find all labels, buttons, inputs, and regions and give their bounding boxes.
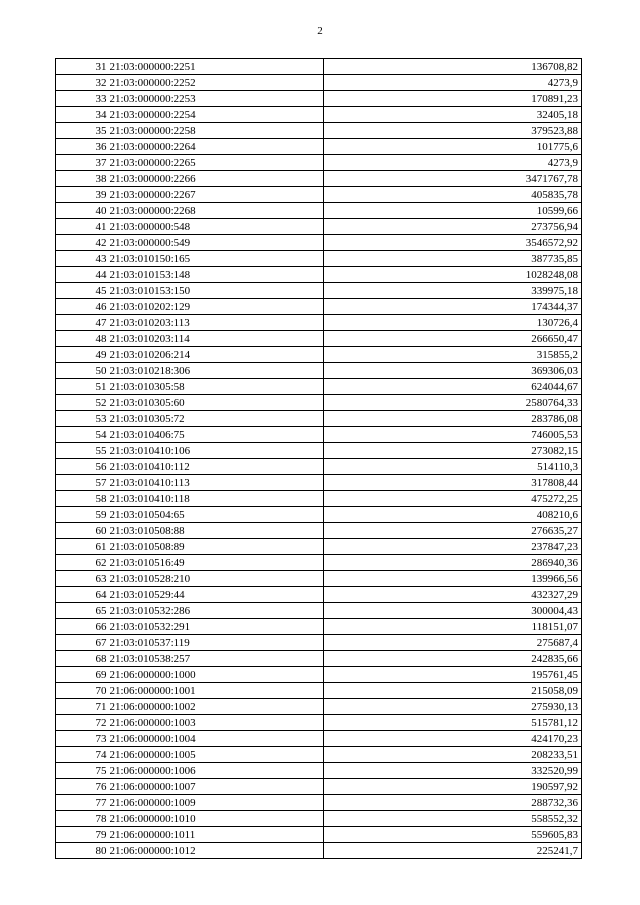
table-row: [56, 763, 582, 779]
table-row: [56, 91, 582, 107]
table-row: [56, 603, 582, 619]
table-row: [56, 667, 582, 683]
cadastral-number: 21:06:000000:1009: [108, 795, 324, 811]
table-row: [56, 843, 582, 859]
table-row: [56, 155, 582, 171]
cadastral-value: 746005,53: [324, 427, 582, 443]
table-row: [56, 283, 582, 299]
cadastral-value: 174344,37: [324, 299, 582, 315]
row-number: 60: [56, 523, 108, 539]
cadastral-value: 339975,18: [324, 283, 582, 299]
table-row: [56, 587, 582, 603]
table-row: [56, 75, 582, 91]
row-number: 47: [56, 315, 108, 331]
cadastral-number: 21:06:000000:1001: [108, 683, 324, 699]
cadastral-number: 21:03:010153:150: [108, 283, 324, 299]
row-number: 32: [56, 75, 108, 91]
table-row: [56, 555, 582, 571]
row-number: 76: [56, 779, 108, 795]
cadastral-value: 10599,66: [324, 203, 582, 219]
cadastral-value: 225241,7: [324, 843, 582, 859]
row-number: 34: [56, 107, 108, 123]
cadastral-value: 405835,78: [324, 187, 582, 203]
row-number: 59: [56, 507, 108, 523]
table-row: [56, 443, 582, 459]
row-number: 71: [56, 699, 108, 715]
cadastral-number: 21:03:000000:2265: [108, 155, 324, 171]
table-row: [56, 139, 582, 155]
cadastral-number: 21:03:000000:2264: [108, 139, 324, 155]
cadastral-number: 21:03:000000:2258: [108, 123, 324, 139]
cadastral-number: 21:03:000000:2254: [108, 107, 324, 123]
table-row: [56, 811, 582, 827]
table-row: [56, 203, 582, 219]
row-number: 75: [56, 763, 108, 779]
cadastral-value: 215058,09: [324, 683, 582, 699]
cadastral-number: 21:03:010410:113: [108, 475, 324, 491]
cadastral-number: 21:03:010305:60: [108, 395, 324, 411]
table-row: [56, 635, 582, 651]
row-number: 52: [56, 395, 108, 411]
cadastral-number: 21:03:000000:549: [108, 235, 324, 251]
table-row: [56, 427, 582, 443]
table-row: [56, 107, 582, 123]
row-number: 67: [56, 635, 108, 651]
row-number: 69: [56, 667, 108, 683]
cadastral-number: 21:03:010504:65: [108, 507, 324, 523]
cadastral-value: 332520,99: [324, 763, 582, 779]
cadastral-value: 300004,43: [324, 603, 582, 619]
cadastral-number: 21:03:010410:112: [108, 459, 324, 475]
table-body: [56, 59, 582, 859]
cadastral-value: 273082,15: [324, 443, 582, 459]
cadastral-value: 424170,23: [324, 731, 582, 747]
table-row: [56, 491, 582, 507]
cadastral-value: 283786,08: [324, 411, 582, 427]
cadastral-value: 514110,3: [324, 459, 582, 475]
table-row: [56, 171, 582, 187]
row-number: 63: [56, 571, 108, 587]
table-row: [56, 683, 582, 699]
cadastral-number: 21:03:010529:44: [108, 587, 324, 603]
cadastral-value: 475272,25: [324, 491, 582, 507]
cadastral-number: 21:03:010305:72: [108, 411, 324, 427]
table-row: [56, 523, 582, 539]
page-number: 2: [317, 25, 323, 37]
row-number: 61: [56, 539, 108, 555]
row-number: 73: [56, 731, 108, 747]
row-number: 51: [56, 379, 108, 395]
table-row: [56, 507, 582, 523]
row-number: 35: [56, 123, 108, 139]
cadastral-value: 273756,94: [324, 219, 582, 235]
table-row: [56, 219, 582, 235]
cadastral-number: 21:03:000000:2253: [108, 91, 324, 107]
cadastral-value: 242835,66: [324, 651, 582, 667]
cadastral-number: 21:06:000000:1011: [108, 827, 324, 843]
row-number: 65: [56, 603, 108, 619]
cadastral-value: 317808,44: [324, 475, 582, 491]
cadastral-value: 118151,07: [324, 619, 582, 635]
row-number: 64: [56, 587, 108, 603]
cadastral-value: 139966,56: [324, 571, 582, 587]
row-number: 62: [56, 555, 108, 571]
table-row: [56, 379, 582, 395]
cadastral-number: 21:03:010406:75: [108, 427, 324, 443]
cadastral-number: 21:06:000000:1007: [108, 779, 324, 795]
row-number: 31: [56, 59, 108, 75]
table-row: [56, 235, 582, 251]
table-row: [56, 459, 582, 475]
cadastral-number: 21:03:000000:2268: [108, 203, 324, 219]
table-row: [56, 267, 582, 283]
cadastral-value: 4273,9: [324, 75, 582, 91]
cadastral-number: 21:03:010305:58: [108, 379, 324, 395]
cadastral-value: 101775,6: [324, 139, 582, 155]
cadastral-value: 170891,23: [324, 91, 582, 107]
cadastral-value: 3546572,92: [324, 235, 582, 251]
cadastral-number: 21:03:010410:118: [108, 491, 324, 507]
cadastral-value: 32405,18: [324, 107, 582, 123]
cadastral-value: 369306,03: [324, 363, 582, 379]
cadastral-number: 21:03:010528:210: [108, 571, 324, 587]
table-row: [56, 779, 582, 795]
cadastral-value-table: [55, 58, 582, 859]
row-number: 39: [56, 187, 108, 203]
cadastral-value: 276635,27: [324, 523, 582, 539]
cadastral-value: 624044,67: [324, 379, 582, 395]
table-row: [56, 395, 582, 411]
row-number: 48: [56, 331, 108, 347]
row-number: 44: [56, 267, 108, 283]
table-row: [56, 187, 582, 203]
row-number: 55: [56, 443, 108, 459]
cadastral-value: 275687,4: [324, 635, 582, 651]
table-row: [56, 747, 582, 763]
table-row: [56, 539, 582, 555]
cadastral-number: 21:03:010538:257: [108, 651, 324, 667]
table-row: [56, 827, 582, 843]
cadastral-number: 21:03:010206:214: [108, 347, 324, 363]
table-row: [56, 363, 582, 379]
row-number: 79: [56, 827, 108, 843]
table-row: [56, 715, 582, 731]
cadastral-value: 3471767,78: [324, 171, 582, 187]
row-number: 54: [56, 427, 108, 443]
cadastral-number: 21:03:000000:2267: [108, 187, 324, 203]
row-number: 77: [56, 795, 108, 811]
row-number: 56: [56, 459, 108, 475]
cadastral-number: 21:03:010410:106: [108, 443, 324, 459]
cadastral-number: 21:06:000000:1005: [108, 747, 324, 763]
row-number: 40: [56, 203, 108, 219]
cadastral-number: 21:03:010153:148: [108, 267, 324, 283]
table-row: [56, 331, 582, 347]
cadastral-number: 21:03:000000:2266: [108, 171, 324, 187]
table-row: [56, 59, 582, 75]
table-row: [56, 651, 582, 667]
row-number: 58: [56, 491, 108, 507]
row-number: 46: [56, 299, 108, 315]
cadastral-number: 21:06:000000:1003: [108, 715, 324, 731]
row-number: 72: [56, 715, 108, 731]
row-number: 80: [56, 843, 108, 859]
cadastral-number: 21:03:000000:2251: [108, 59, 324, 75]
row-number: 37: [56, 155, 108, 171]
row-number: 36: [56, 139, 108, 155]
cadastral-number: 21:03:010532:286: [108, 603, 324, 619]
cadastral-number: 21:03:010202:129: [108, 299, 324, 315]
cadastral-number: 21:06:000000:1000: [108, 667, 324, 683]
cadastral-value: 130726,4: [324, 315, 582, 331]
table-row: [56, 411, 582, 427]
cadastral-number: 21:03:010150:165: [108, 251, 324, 267]
table-row: [56, 299, 582, 315]
row-number: 33: [56, 91, 108, 107]
cadastral-number: 21:03:010203:113: [108, 315, 324, 331]
cadastral-value: 208233,51: [324, 747, 582, 763]
cadastral-number: 21:03:010532:291: [108, 619, 324, 635]
cadastral-number: 21:06:000000:1012: [108, 843, 324, 859]
cadastral-number: 21:03:000000:2252: [108, 75, 324, 91]
table-row: [56, 123, 582, 139]
row-number: 43: [56, 251, 108, 267]
cadastral-value: 136708,82: [324, 59, 582, 75]
row-number: 78: [56, 811, 108, 827]
row-number: 42: [56, 235, 108, 251]
cadastral-value: 195761,45: [324, 667, 582, 683]
cadastral-value: 387735,85: [324, 251, 582, 267]
row-number: 68: [56, 651, 108, 667]
row-number: 38: [56, 171, 108, 187]
table-row: [56, 315, 582, 331]
cadastral-value: 408210,6: [324, 507, 582, 523]
cadastral-value: 286940,36: [324, 555, 582, 571]
table-row: [56, 347, 582, 363]
table-row: [56, 731, 582, 747]
cadastral-number: 21:03:010203:114: [108, 331, 324, 347]
row-number: 66: [56, 619, 108, 635]
cadastral-value: 558552,32: [324, 811, 582, 827]
row-number: 70: [56, 683, 108, 699]
table-row: [56, 795, 582, 811]
cadastral-value: 2580764,33: [324, 395, 582, 411]
row-number: 41: [56, 219, 108, 235]
table-row: [56, 699, 582, 715]
cadastral-value: 4273,9: [324, 155, 582, 171]
cadastral-value: 266650,47: [324, 331, 582, 347]
cadastral-value: 315855,2: [324, 347, 582, 363]
row-number: 50: [56, 363, 108, 379]
cadastral-value: 275930,13: [324, 699, 582, 715]
cadastral-number: 21:06:000000:1006: [108, 763, 324, 779]
table-row: [56, 475, 582, 491]
cadastral-number: 21:06:000000:1010: [108, 811, 324, 827]
cadastral-number: 21:06:000000:1004: [108, 731, 324, 747]
cadastral-value: 515781,12: [324, 715, 582, 731]
cadastral-value: 190597,92: [324, 779, 582, 795]
row-number: 74: [56, 747, 108, 763]
cadastral-value: 559605,83: [324, 827, 582, 843]
cadastral-number: 21:06:000000:1002: [108, 699, 324, 715]
table-row: [56, 251, 582, 267]
cadastral-value: 379523,88: [324, 123, 582, 139]
cadastral-value: 432327,29: [324, 587, 582, 603]
cadastral-value: 1028248,08: [324, 267, 582, 283]
row-number: 45: [56, 283, 108, 299]
row-number: 53: [56, 411, 108, 427]
table-row: [56, 571, 582, 587]
row-number: 57: [56, 475, 108, 491]
cadastral-value: 288732,36: [324, 795, 582, 811]
cadastral-number: 21:03:010508:88: [108, 523, 324, 539]
table-row: [56, 619, 582, 635]
row-number: 49: [56, 347, 108, 363]
cadastral-number: 21:03:010508:89: [108, 539, 324, 555]
cadastral-number: 21:03:000000:548: [108, 219, 324, 235]
cadastral-value: 237847,23: [324, 539, 582, 555]
cadastral-number: 21:03:010537:119: [108, 635, 324, 651]
cadastral-number: 21:03:010218:306: [108, 363, 324, 379]
cadastral-number: 21:03:010516:49: [108, 555, 324, 571]
